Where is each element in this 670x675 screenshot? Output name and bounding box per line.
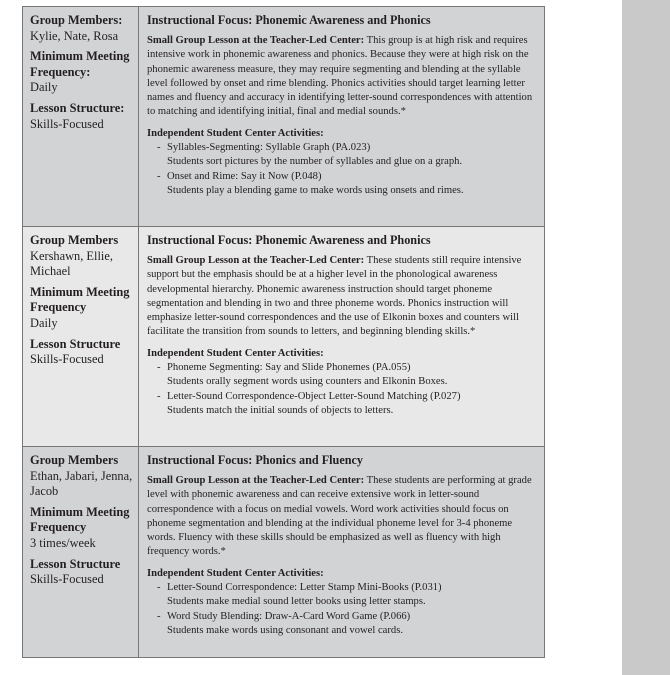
lesson-text: This group is at high risk and requires intensive work in phonemic awareness and phonics. Because they were at high risk on the phonemic awareness measure, they may require segmenting and blending at the syllable level followed by onset and rime blending. Phonics activities should target learning letter names and fluency and accuracy in identifying letter-sound correspondences with attention to matching and identifying initial, final and medial sounds.* xyxy=(147,35,533,118)
activity-item: - Onset and Rime: Say it Now (P.048) xyxy=(157,170,322,182)
activity-item: - Letter-Sound Correspondence-Object Letter-Sound Matching (P.027) xyxy=(157,390,461,402)
lesson-structure-label: Lesson Structure xyxy=(30,556,121,571)
group-info-cell xyxy=(23,7,139,226)
group-members-label: Group Members xyxy=(30,453,119,467)
activity-title: Letter-Sound Correspondence: Letter Stamp Mini-Books (P.031) xyxy=(167,582,442,594)
instructional-focus: Instructional Focus: Phonemic Awareness and Phonics xyxy=(147,13,431,27)
activity-title: Syllables-Segmenting: Syllable Graph (PA.023) xyxy=(167,142,371,154)
group-plan-cell xyxy=(139,227,544,446)
independent-activities-label: Independent Student Center Activities: xyxy=(147,567,324,579)
page-edge-strip xyxy=(622,0,670,675)
activity-description: Students orally segment words using counters and Elkonin Boxes. xyxy=(167,376,448,388)
independent-activities-label: Independent Student Center Activities: xyxy=(147,347,324,359)
group-row-1 xyxy=(23,7,544,227)
activity-item: - Word Study Blending: Draw-A-Card Word Game (P.066) xyxy=(157,610,411,622)
group-members-label: Group Members: xyxy=(30,13,123,27)
group-row-2 xyxy=(23,227,544,447)
group-members: Kershawn, Ellie, Michael xyxy=(30,248,113,279)
group-info-cell xyxy=(23,227,139,446)
activity-item: - Letter-Sound Correspondence: Letter Stamp Mini-Books (P.031) xyxy=(157,582,442,594)
activity-description: Students sort pictures by the number of syllables and glue on a graph. xyxy=(167,156,463,168)
group-plan-table xyxy=(22,6,545,658)
lesson-text: These students are performing at grade level with phonemic awareness and can receive extensive work in letter-sound correspondence with a focus on medial vowels. Word work activities should focus on phoneme segmentation and blending at the individual phoneme level for 3-4 phoneme words. Fluency with these skills should be emphasized as well as fluency with high frequency words.* xyxy=(147,475,532,558)
activity-description: Students make words using consonant and vowel cards. xyxy=(167,624,403,636)
group-row-3 xyxy=(23,447,544,658)
lesson-label: Small Group Lesson at the Teacher-Led Center: xyxy=(147,475,365,486)
teacher-led-lesson xyxy=(147,254,538,340)
group-info-cell xyxy=(23,447,139,657)
meeting-frequency: Daily xyxy=(30,315,58,330)
lesson-structure: Skills-Focused xyxy=(30,572,104,587)
activity-title: Word Study Blending: Draw-A-Card Word Game (P.066) xyxy=(167,610,411,622)
lesson-structure: Skills-Focused xyxy=(30,352,104,367)
group-plan-cell xyxy=(139,447,544,657)
activity-description: Students make medial sound letter books using letter stamps. xyxy=(167,596,426,608)
activity-title: Letter-Sound Correspondence-Object Letter-Sound Matching (P.027) xyxy=(167,390,461,402)
group-members-label: Group Members xyxy=(30,233,119,247)
group-members: Kylie, Nate, Rosa xyxy=(30,28,119,43)
instructional-focus: Instructional Focus: Phonemic Awareness and Phonics xyxy=(147,233,431,247)
lesson-label: Small Group Lesson at the Teacher-Led Center: xyxy=(147,255,365,266)
activity-item: - Syllables-Segmenting: Syllable Graph (PA.023) xyxy=(157,142,371,154)
group-members: Ethan, Jabari, Jenna, Jacob xyxy=(30,468,133,499)
meeting-frequency-label: Minimum Meeting Frequency: xyxy=(30,49,130,79)
instructional-focus: Instructional Focus: Phonics and Fluency xyxy=(147,453,364,467)
teacher-led-lesson xyxy=(147,474,538,560)
activity-title: Phoneme Segmenting: Say and Slide Phonemes (PA.055) xyxy=(167,362,411,374)
meeting-frequency: Daily xyxy=(30,80,58,95)
activity-item: - Phoneme Segmenting: Say and Slide Phonemes (PA.055) xyxy=(157,362,411,374)
lesson-structure: Skills-Focused xyxy=(30,116,104,131)
meeting-frequency-label: Minimum Meeting Frequency xyxy=(30,504,130,535)
lesson-structure-label: Lesson Structure: xyxy=(30,100,125,115)
lesson-label: Small Group Lesson at the Teacher-Led Center: xyxy=(147,35,365,46)
lesson-text: These students still require intensive support but the emphasis should be at a higher level in the phonological awareness developmental hierarchy. Phonemic awareness instruction should target phoneme segmentation and blending in two and three phoneme words. Phonics instruction will emphasize letter-sound correspondences and the use of Elkonin boxes and counters will facilitate the transition from sounds to letters, and beginning blending skills.* xyxy=(147,255,522,338)
activity-description: Students play a blending game to make words using onsets and rimes. xyxy=(167,184,464,196)
lesson-structure-label: Lesson Structure xyxy=(30,336,121,351)
activity-title: Onset and Rime: Say it Now (P.048) xyxy=(167,170,322,182)
teacher-led-lesson xyxy=(147,34,538,120)
activity-description: Students match the initial sounds of objects to letters. xyxy=(167,404,394,416)
meeting-frequency: 3 times/week xyxy=(30,535,96,550)
group-plan-cell xyxy=(139,7,544,226)
independent-activities-label: Independent Student Center Activities: xyxy=(147,127,324,139)
meeting-frequency-label: Minimum Meeting Frequency xyxy=(30,284,130,315)
